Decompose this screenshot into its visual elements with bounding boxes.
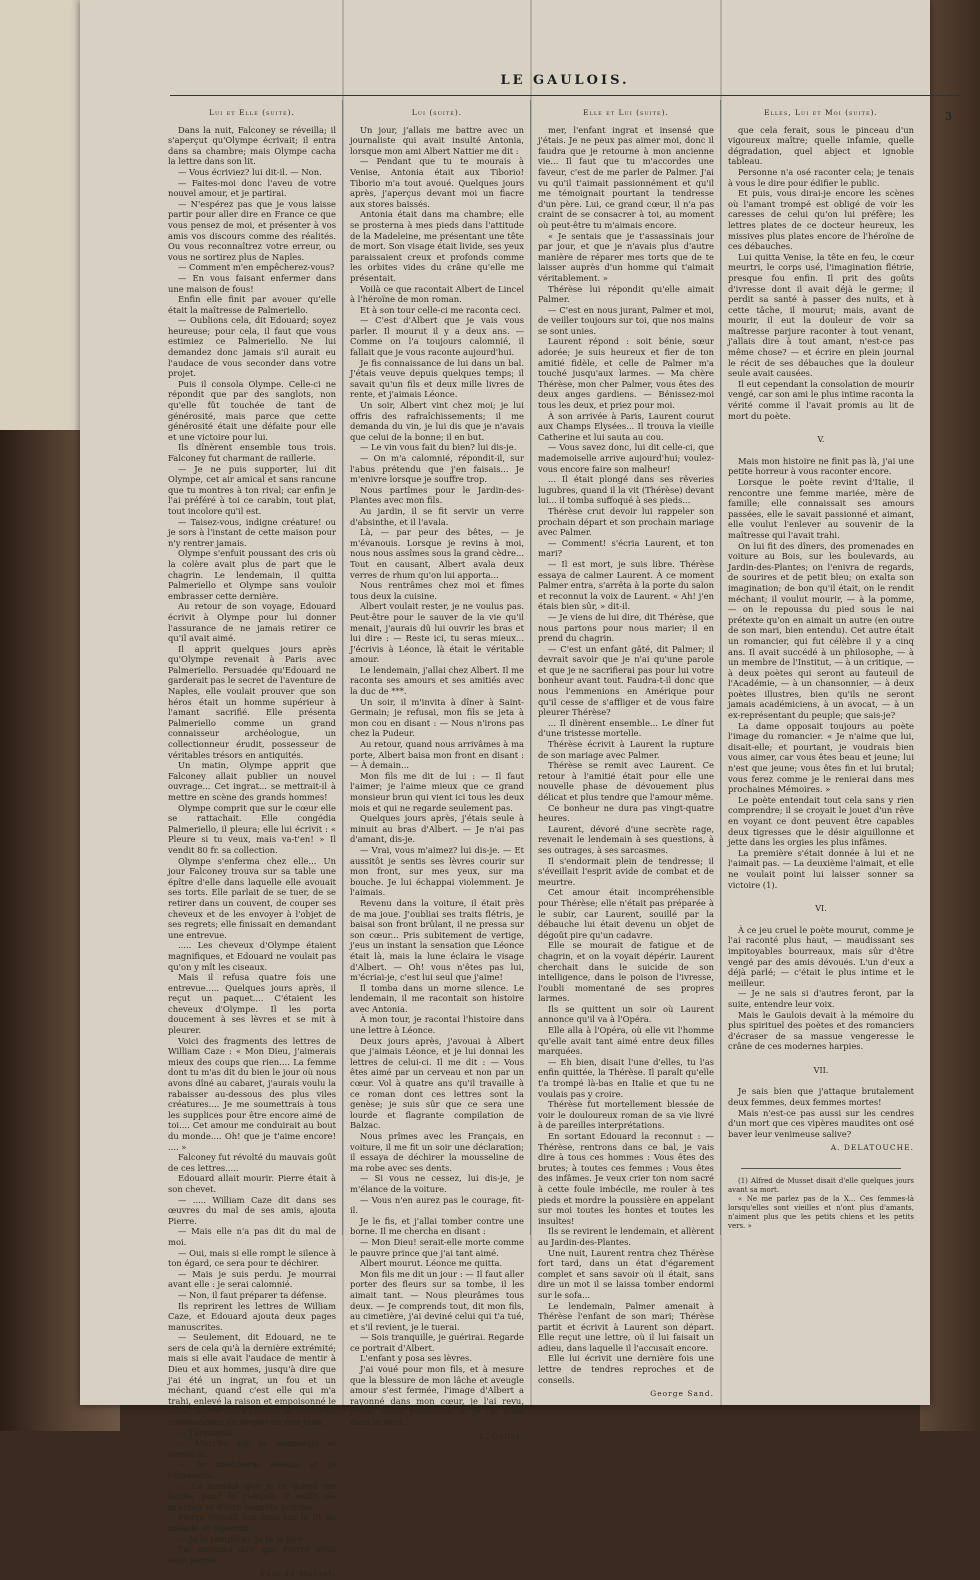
paragraph: Voici des fragments des lettres de William Caze : « Mon Dieu, j'aimerais mieux des coups que rien.... La femme dont tu m'as dit du bien le jour où nous avons dîné au cabaret, j'aurais voulu la rabaisser au-dessous des plus viles créatures.... Je me soumettrais à tous les supplices pour être encore aimé de toi.... Cet amour me conduirait au bout du monde.... Oh! que je t'aime encore! .... » (168, 1035, 336, 1152)
paragraph: Elle lui écrivit une dernière fois une lettre de tendres reproches et de conseils. (538, 1353, 714, 1385)
paragraph: Pierre étendit son bras sur le lit du malade et répondit : (168, 1512, 336, 1533)
paragraph: Albert mourut. Léonce me quitta. (360, 1258, 503, 1269)
column-title: Lui et Elle (suite). (209, 108, 295, 117)
paragraph: Revenu dans la voiture, il était près de ma joue. J'oubliai ses traits flétris, je baisai son front brûlant, il ne pressa sur son cœur... Pris subitement de vertige, j'eus un instant la sensation que Léonce était là, mais la lune éclaira le visage d'Albert. — Oh! vous n'êtes pas lui, m'écriai-je, c'est lui seul que j'aime! (350, 897, 524, 983)
author-signature: L. Collet. (479, 1431, 524, 1441)
paragraph: Personne n'a osé raconter cela; je tenais à vous le dire pour édifier le public. (728, 166, 914, 188)
paragraph: — Marche sur le mensonge et écrase-le. (168, 1438, 336, 1459)
paragraph: Cet amour était incompréhensible pour Thérèse; elle n'était pas préparée à le subir, car Laurent, souillé par la débauche lui était devenu un objet de dégoût pire qu'un cadavre. (538, 887, 714, 940)
paragraph: Une nuit, Laurent rentra chez Thérèse fort tard, dans un état d'égarement complet et sans savoir où il était, sans dire un mot il se laissa tomber endormi sur le sofa... (538, 1247, 714, 1300)
paragraph: « Je sentais que je t'assassinais jour par jour, et que je n'avais plus d'autre manière de réparer mes torts que de te laisser auprès d'un homme qui t'aimait véritablement. » (538, 230, 714, 283)
paragraph: — N'espérez pas que je vous laisse partir pour aller dire en France ce que vous pensez de moi, et présenter à vos amis vos discours comme des réalités. Ou vous reconnaîtrez votre erreur, ou vous ne sortirez plus de Naples. (168, 198, 336, 262)
paragraph: Olympe comprit que sur le cœur elle se rattachait. Elle congédia Palmeriello, il pleura; elle lui écrivit : « Pleure si tu veux, mais va-t'en! » Il vendit 80 fr. sa collection. (168, 802, 336, 855)
paragraph: Ils dînèrent ensemble tous trois. Falconey fut charmant de raillerie. (168, 442, 336, 463)
paragraph: — Je ne sais si d'autres feront, par la suite, entendre leur voix. (728, 988, 914, 1009)
page-header (170, 73, 960, 96)
paragraph: Deux jours après, j'avouai à Albert que j'aimais Léonce, et je lui donnai les lettres de celui-ci. Il me dit : — Vous êtes aimé par un cerveau et non par un cœur. Vol à quatre ans qu'il travaille à ce roman dont ces lettres sont la genèse; je suis sûr que ce sera une lourde et flagrante compilation de Balzac. (350, 1035, 524, 1131)
paragraph: — On m'a calomnié, répondit-il, sur l'abus prétendu que j'en faisais... Je m'enivre lorsque je souffre trop. (350, 453, 524, 485)
paragraph: Enfin elle finit par avouer qu'elle était la maîtresse de Palmeriello. (168, 294, 336, 315)
paragraph: — Il est mort, je suis libre. Thérèse essaya de calmer Laurent. À ce moment Palmer entra, s'arrêta à la porte du salon et reconnut la voix de Laurent. « Ah! j'en étais bien sûr, » dit-il. (538, 558, 714, 612)
paragraph: Ce bonheur ne dura pas vingt-quatre heures. (538, 802, 714, 824)
paragraph: — En vous faisant enfermer dans une maison de fous! (168, 272, 336, 294)
paragraph: Au retour de son voyage, Edouard écrivit à Olympe pour lui donner l'assurance de ne jamais retirer ce qu'il avait aimé. (168, 601, 336, 644)
paragraph: Mais le Gaulois devait à la mémoire du plus spirituel des poètes et des romanciers d'écraser de sa massue vengeresse le crâne de ces modernes harpies. (728, 1009, 914, 1052)
paragraph: — Vous écriviez? lui dit-il. — Non. (178, 166, 322, 177)
paragraph: Nous rentrâmes chez moi et fîmes tous deux la cuisine. (350, 580, 524, 601)
paragraph: Ils se quittent un soir où Laurent annonce qu'il va à l'Opéra. (538, 1003, 714, 1025)
paragraph: Ils se revirent le lendemain, et allèrent au Jardin-des-Plantes. (538, 1226, 714, 1247)
paragraph: — C'est d'Albert que je vais vous parler. Il mourut il y a deux ans. — Comme on l'a toujours calomnié, il fallait que je vous raconte aujourd'hui. (350, 315, 524, 358)
paragraph: Voilà ce que racontait Albert de Lincel à l'héroïne de mon roman. (350, 283, 524, 305)
paragraph: Un jour, j'allais me battre avec un journaliste qui avait insulté Antonia, lorsque mon ami Albert Nattier me dit : (350, 124, 524, 156)
paragraph: Mais mon histoire ne finit pas là, j'ai une petite horreur à vous raconter encore. (728, 455, 914, 477)
paragraph: Albert voulait rester, je ne voulus pas. Peut-être pour le sauver de la vie qu'il menait, j'aurais dû lui ouvrir les bras et lui dire : — Reste ici, tu seras mieux... J'écrivis à Léonce, là était le véritable amour. (350, 601, 524, 665)
paragraph: Olympe s'enferma chez elle... Un jour Falconey trouva sur sa table une épître d'elle dans laquelle elle avouait ses torts. Elle parlait de se tuer, de se retirer dans un couvent, de couper ses cheveux et de les envoyer à l'objet de ses regrets; elle finissait en demandant une entrevue. (168, 855, 336, 940)
page-number: 3 (945, 110, 952, 123)
paragraph: À mon tour, je racontai l'histoire dans une lettre à Léonce. (350, 1014, 524, 1036)
paragraph: Laurent, dévoré d'une secrète rage, revenait le lendemain à ses questions, à ses outrages, à ses sarcasmes. (538, 823, 714, 855)
paragraph: Il tomba dans un morne silence. Le lendemain, il me racontait son histoire avec Antonia. (350, 982, 524, 1014)
column-title: Elle et Lui (suite). (583, 108, 669, 117)
paragraph: Le poète entendait tout cela sans y rien comprendre; il se croyait le jouet d'un rêve en voyant ce dont peuvent être capables deux tigresses que le désir aiguillonne et jette dans les orgies les plus infâmes. (728, 794, 914, 848)
paragraph: — Je le remplirai, je te le jure. (178, 1533, 307, 1544)
footnote: (1) Alfred de Musset disait d'elle quelques jours avant sa mort. (728, 1177, 914, 1195)
paragraph: Thérèse crut devoir lui rappeler son prochain départ et son prochain mariage avec Palmer. (538, 505, 714, 538)
paragraph: Dans la nuit, Falconey se réveilla; il s'aperçut qu'Olympe écrivait; il entra dans sa chambre; mais Olympe cacha la lettre dans son lit. (168, 124, 336, 167)
paragraph: — Le mandat que je te donne est facile; pour le remplir, il suffit de m'aimer et d'être honnête homme. (168, 1480, 336, 1512)
column-title: Elles, Lui et Moi (suite). (764, 108, 878, 117)
column-elles-lui-et-moi (728, 100, 914, 1260)
paragraph: Lorsque le poète revint d'Italie, il rencontre une femme mariée, mère de famille; elle connaissait ses amours passées, elle le savait passionné et aimant, elle voulut l'enlever au souvenir de la maîtresse qui l'avait trahi. (728, 477, 914, 540)
paragraph: La première s'était donnée à lui et ne l'aimait pas. — La deuxième l'aimait, et elle ne voulait point lui laisser sonner sa victoire (1). (728, 847, 914, 890)
column-rule (720, 100, 721, 1235)
paragraph: Quelques jours après, j'étais seule à minuit au bras d'Albert. — Je n'ai pas d'amant, dis-je. (350, 813, 524, 845)
section-numeral: VI. (815, 904, 827, 914)
column-lui (350, 100, 524, 1441)
paragraph: — J'arriverai. (178, 1427, 235, 1438)
paragraph: — ..... William Caze dit dans ses œuvres du mal de ses amis, ajouta Pierre. (168, 1194, 336, 1226)
paragraph: ... Il dînèrent ensemble... Le dîner fut d'une tristesse mortelle. (538, 717, 714, 739)
paragraph: Thérèse fut mortellement blessée de voir le douloureux roman de sa vie livré à de pareilles interprétations. (538, 1099, 714, 1131)
paragraph: Je sais bien que j'attaque brutalement deux femmes, deux femmes mortes! (728, 1086, 914, 1108)
paragraph: ..... Les cheveux d'Olympe étaient magnifiques, et Edouard ne voulait pas qu'on y mît les ciseaux. (168, 940, 336, 972)
paragraph: mer, l'enfant ingrat et insensé que j'étais. Je ne peux pas aimer moi, donc il faudra que je retourne à mon ancienne vie... Il faut que tu m'accordes une faveur, c'est de me parler de Palmer. J'ai vu qu'il t'aimait passionnément et qu'il me témoignait pourtant la tendresse d'un père. Lui, ce grand cœur, il n'a pas craint de se consacrer à toi, au moment où peut-être tu m'aimais encore. (538, 124, 714, 230)
paragraph: Un soir, Albert vint chez moi; je lui offris des rafraîchissements; il me demanda du vin, je lui dis que je n'avais que celui de la bonne; il en but. (350, 400, 524, 442)
paragraph: Laurent répond : soit bénie, sœur adorée; je suis heureux et fier de ton amitié fidèle, et celle de Palmer m'a touché jusqu'aux larmes. — Ma chère Thérèse, mon cher Palmer, vous êtes des deux anges gardiens. — Bénissez-moi tous les deux, et priez pour moi. (538, 336, 714, 411)
paragraph: — Mais je suis perdu. Je mourrai avant elle : je serai calomnié. (168, 1268, 336, 1290)
paragraph: Un matin, Olympe apprit que Falconey allait publier un nouvel ouvrage... Cet ingrat... se mettrait-il à mettre en scène des grands hommes! (168, 760, 336, 802)
paragraph: Là, — par peur des bêtes, — je m'évanouis. Lorsque je revins à moi, nous nous assîmes sous la grand cèdre... Tout en causant, Albert avala deux verres de rhum qu'on lui apporta... (350, 527, 524, 580)
paragraph: Et puis, vous dirai-je encore les scènes où l'amant trompé est obligé de voir les caresses de celui qu'on lui préfère; les lettres plates de ce docteur heureux, les missives plus plates encore de l'héroïne de ces débauches. (728, 188, 914, 252)
paragraph: À ce jeu cruel le poète mourut, comme je l'ai raconté plus haut, — maudissant ses impitoyables bourreaux, mais sûr d'être vengé par des amis dévoués. L'un d'eux a déjà parlé; — c'était le plus intime et le meilleur. (728, 924, 914, 988)
paragraph: Nous partîmes pour le Jardin-des-Plantes avec mon fils. (350, 484, 524, 506)
paragraph: Je fis connaissance de lui dans un bal. J'étais veuve depuis quelques temps; il savait qu'un fils et deux mille livres de rente, et j'aimais Léonce. (350, 357, 524, 400)
paragraph: — Mon Dieu! serait-elle morte comme le pauvre prince que j'ai tant aimé. (350, 1236, 524, 1258)
paragraph: J'ai entendu dire que Pierre avait tenu parole. (168, 1544, 336, 1565)
paragraph: J'ai voué pour mon fils, et à mesure que la blessure de mon lâche et aveugle amour s'est fermée, l'image d'Albert a rayonné dans mon cœur, je l'ai revu, jeune, beau, passionné, et je l'ai aimé dans la mort. (350, 1364, 524, 1428)
paragraph: — Pendant que tu te mourais à Venise, Antonia était aux Tiborio! Tiborio m'a tout avoué. Quelques jours après, j'aperçus devant moi un fiacre aux stores baissés. (350, 156, 524, 209)
paragraph: Il eut cependant la consolation de mourir vengé, car son ami le plus intime raconta la vérité comme il l'avait promis au lit de mort du poète. (728, 378, 914, 421)
paragraph: — Vous n'en aurez pas le courage, fit-il. (350, 1194, 524, 1216)
column-elle-et-lui (538, 100, 714, 1399)
paragraph: — Eh bien, disait l'une d'elles, tu l'as enfin quittée, la Thérèse. Il paraît qu'elle t'a trompé là-bas en Italie et que tu ne voulais pas y croire. (538, 1056, 714, 1099)
paragraph: Mais il refusa quatre fois une entrevue..... Quelques jours après, il reçut un paquet.... C'étaient les cheveux d'Olympe. Il les porta doucement à ses lèvres et se mit à pleurer. (168, 972, 336, 1036)
section-numeral: V. (817, 435, 825, 445)
paragraph: Lui quitta Venise, la tête en feu, le cœur meurtri, le corps usé, l'imagination flétrie, presque fou enfin. Il prit des goûts d'ivresse dont il avait déjà le germe; il perdit sa santé à passer des nuits, et à cette tâche, il mourut; mais, avant de mourir, il eut la douleur de voir sa maîtresse parjure raconter à tout venant, j'allais dire à tout amant, n'est-ce pas même chose? — et écrire en plein journal le récit de ses débauches que la douleur seule avait causées. (728, 251, 914, 379)
footnote: « Ne me parlez pas de la X... Ces femmes-là lorsqu'elles sont vieilles et n'ont plus d'amants, n'aiment plus que les petits chiens et les petits vers. » (728, 1195, 914, 1231)
paragraph: Thérèse écrivit à Laurent la rupture de son mariage avec Palmer. (538, 739, 714, 760)
author-signature: Paul de Musset. (260, 1569, 336, 1579)
paragraph: Olympe s'enfuit poussant des cris où la colère avait plus de part que le chagrin. Le lendemain, il quitta Palmeriello et Olympe sans vouloir embrasser cette dernière. (168, 548, 336, 601)
paragraph: Ils reprirent les lettres de William Caze, et Edouard ajouta deux pages manuscrites. (168, 1300, 336, 1332)
paragraph: — Vous savez donc, lui dit celle-ci, que mademoiselle arrive aujourd'hui; voulez-vous encore faire son malheur! (538, 442, 714, 474)
column-rule (342, 100, 343, 1235)
paragraph: Antonia était dans ma chambre; elle se prosterna à mes pieds dans l'attitude de la Madeleine, me présentant une tête de mort. Son visage était livide, ses yeux paraissaient creux et profonds comme les orbites vides du crâne qu'elle me présentait. (350, 209, 524, 283)
paragraph: — Je viens de lui dire, dit Thérèse, que nous partons pour nous marier; il en prend du chagrin. (538, 611, 714, 644)
masthead: LE GAULOIS. (500, 73, 630, 88)
paragraph: Le lendemain, j'allai chez Albert. Il me raconta ses amours et ses amitiés avec la duc de ***. (350, 664, 524, 697)
paragraph: En sortant Edouard la reconnut : — Thérèse, rentrons dans ce bal, je vais dire à tous ces hommes : Vous êtes des brutes; à toutes ces femmes : Vous êtes des infâmes. Je veux crier ton nom sacré à cette foule imbécile, me rouler à tes pieds et mordre la poussière en appelant sur moi toutes les hontes et toutes les insultes! (538, 1131, 714, 1226)
paragraph: ... Il était plongé dans ses rêveries lugubres, quand il la vit (Thérèse) devant lui... il tomba suffoqué à ses pieds... (538, 474, 714, 506)
paragraph: — Sois tranquille, je guérirai. Regarde ce portrait d'Albert. (350, 1332, 524, 1353)
paragraph: Je le fis, et j'allai tomber contre une borne. Il me chercha en disant : (350, 1215, 524, 1237)
paragraph: À son arrivée à Paris, Laurent courut aux Champs Elysées... Il trouva la vieille Catherine et lui sauta au cou. (538, 410, 714, 442)
paragraph: La dame opposait toujours au poète l'image du romancier. « Je n'aime que lui, disait-elle; et pourtant, je voudrais bien vous aimer, car vous êtes beau et jeune; lui n'est que jeune; vous êtes fin et lui brutal; vous ferez comme je le renierai dans mes prochaines Mémoires. » (728, 720, 914, 795)
paragraph: Il s'endormait plein de tendresse; il s'éveillait l'esprit avide de combat et de meurtre. (538, 855, 714, 887)
paragraph: Le lendemain, Palmer amenait à Thérèse l'enfant de son mari; Thérèse partit et écrivit à Laurent son départ. Elle reçut une lettre, où il lui faisait un adieu, dans laquelle il l'accusait encore. (538, 1300, 714, 1353)
paragraph: Puis il consola Olympe. Celle-ci ne répondit que par des sanglots, non qu'elle fût touchée de tant de générosité, mais parce que cette générosité était une défaite pour elle et une victoire pour lui. (168, 378, 336, 442)
paragraph: que cela ferait, sous le pinceau d'un vigoureux maître; quelle infamie, quelle dégradation, quel abject et ignoble tableau. (728, 124, 914, 167)
paragraph: Thérèse lui répondit qu'elle aimait Palmer. (538, 283, 714, 305)
author-signature: George Sand. (650, 1389, 714, 1399)
paragraph: — Comment! s'écria Laurent, et ton mari? (538, 537, 714, 559)
paragraph: — Mais elle n'a pas dit du mal de moi. (168, 1226, 336, 1247)
paragraph: — Faites-moi donc l'aveu de votre nouvel amour, et je partirai. (168, 177, 336, 199)
paragraph: — Le vin vous fait du bien? lui dis-je. (360, 442, 517, 453)
paragraph: — Si vous ne cessez, lui dis-je, je m'élance de la voiture. (350, 1173, 524, 1194)
paragraph: Nous prîmes avec les Français, en voiture, il me fit un soir une déclaration; il essaya de déchirer la mousseline de ma robe avec ses dents. (350, 1131, 524, 1173)
section-numeral: VII. (813, 1065, 829, 1075)
paragraph: Thérèse se remit avec Laurent. Ce retour à l'amitié était pour elle une nouvelle phase de dévouement plus délicat et plus tendre que l'amour même. (538, 760, 714, 802)
paragraph: Falconey fut révolté du mauvais goût de ces lettres..... (168, 1152, 336, 1173)
paragraph: On lui fit des dîners, des promenades en voiture au Bois, sur les boulevards, au Jardin-des-Plantes; on l'enivra de regards, de sourires et de petit bleu; on exalta son imagination; de bon qu'il était, on le rendit méchant; il voulut mourir, — à la pomme, — on le repoussa du pied sous le nai prétexte qu'on en aimait un autre (en outre de son mari, bien entendu). Cet autre était un romancier, qui fut célèbre il y a cinq ans. Il avait succédé à un philosophe, — à un membre de l'Institut, — à un critique, — à deux poètes qui seront au fauteuil de l'Académie, — à un chansonnier, — à deux poètes illustres, bien qu'ils ne seront jamais académiciens, à un avocat, — à un ex-représentant du peuple; que sais-je? (728, 540, 914, 721)
author-signature: A. DELATOUCHE. (830, 1143, 914, 1153)
paragraph: Un soir, il m'invita à dîner à Saint-Germain; je refusai, mon fils se jeta à mon cou en disant : — Nous n'irons pas chez la Pudeur. (350, 696, 524, 739)
footnote-rule (741, 1168, 901, 1169)
paragraph: — Comment m'en empêcherez-vous? (178, 262, 335, 273)
column-title: Lui (suite). (411, 108, 463, 117)
paragraph: — Non, il faut préparer ta défense. (178, 1289, 327, 1300)
paragraph: L'enfant y posa ses lèvres. (360, 1353, 472, 1364)
paragraph: Au jardin, il se fit servir un verre d'absinthe, et il l'avala. (350, 505, 524, 527)
paragraph: Au retour, quand nous arrivâmes à ma porte, Albert baisa mon front en disant : — À demain... (350, 739, 524, 771)
paragraph: Mon fils me dit de lui : — Il faut l'aimer; je l'aime mieux que ce grand monsieur brun qui vient ici tous les deux mois et qui ne regarde seulement pas. (350, 770, 524, 813)
paragraph: — Je ne puis supporter, lui dit Olympe, cet air amical et sans rancune que tu montres à ton rival; car enfin je l'ai préféré à toi ce carabin, tout plat, tout incolore qu'il est. (168, 463, 336, 516)
paragraph: — Oui, mais si elle rompt le silence à ton égard, ce sera pour te déchirer. (168, 1247, 336, 1269)
paragraph: — Vrai, vous m'aimez? lui dis-je. — Et aussitôt je sentis ses lèvres courir sur mon front, sur mes yeux, sur ma bouche. Je lui échappai violemment. Je l'aimais. (350, 844, 524, 898)
paragraph: Mais n'est-ce pas aussi sur les cendres d'un mort que ces vipères maudites ont osé baver leur venimeuse salive? (728, 1107, 914, 1139)
paragraph: Il apprit quelques jours après qu'Olympe revenait à Paris avec Palmeriello. Persuadée qu'Edouard ne garderait pas le secret de l'aventure de Naples, elle voulait prouver que son héros était un homme supérieur à l'amant sacrifié. Elle présenta Palmeriello comme un grand connaisseur archéologue, un collectionneur érudit, possesseur de véritables trésors en antiquités. (168, 643, 336, 760)
paragraph: Elle alla à l'Opéra, où elle vit l'homme qu'elle avait tant aimé entre deux filles marquées. (538, 1025, 714, 1057)
paragraph: Et à son tour celle-ci me raconta ceci. (360, 304, 521, 315)
column-rule (530, 100, 531, 1235)
paragraph: — C'est en nous jurant, Palmer et moi, de veiller toujours sur toi, que nos mains se sont unies. (538, 304, 714, 336)
paragraph: — Oublions cela, dit Edouard; soyez heureuse; pour cela, il faut que vous estimiez ce Palmeriello. Ne lui demandez donc jamais s'il aurait eu l'audace de vous seconder dans votre projet. (168, 315, 336, 379)
paragraph: — Seulement, dit Edouard, ne te sers de cela qu'à la dernière extrémité; mais si elle avait l'audace de mentir à Dieu et aux hommes, jusqu'à dire que j'ai été un ingrat, un fou et un méchant, quand c'est elle qui m'a trahi, enlevé la raison et empoisonné le cœur, arrive alors comme la statue du commandeur au souper de don Juan. (168, 1332, 336, 1428)
newspaper-page (80, 0, 952, 1579)
paragraph: — Taisez-vous, indigne créature! ou je sors à l'instant de cette maison pour n'y rentrer jamais. (168, 516, 336, 548)
paragraph: Elle se mourait de fatigue et de chagrin, et on la voyait dépérir. Laurent cherchait dans le suicide de son intelligence, dans le poison de l'ivresse, l'oubli momentané de ses propres larmes. (538, 940, 714, 1004)
paragraph: Edouard allait mourir. Pierre était à son chevet. (168, 1173, 336, 1194)
paragraph: — C'est un enfant gâté, dit Palmer; il devrait savoir que je n'ai qu'une parole et que je ne sacrifierai pas pour lui votre bonheur avant tout. Faudra-t-il donc que nous l'emmenions en Amérique pour qu'il cesse de s'affliger et de vous faire pleurer Thérèse? (538, 643, 714, 718)
column-lui-et-elle (168, 100, 336, 1579)
paragraph: — Je marcherai dessus et je l'écraserai. (168, 1459, 336, 1480)
paragraph: Mon fils me dit un jour : — Il faut aller porter des fleurs sur sa tombe, il les aimait tant. — Nous pleurâmes tous deux. — Je comprends tout, dit mon fils, au cimetière, j'ai deviné celui qui t'a tué, et s'il revient, je le tuerai. (350, 1268, 524, 1332)
